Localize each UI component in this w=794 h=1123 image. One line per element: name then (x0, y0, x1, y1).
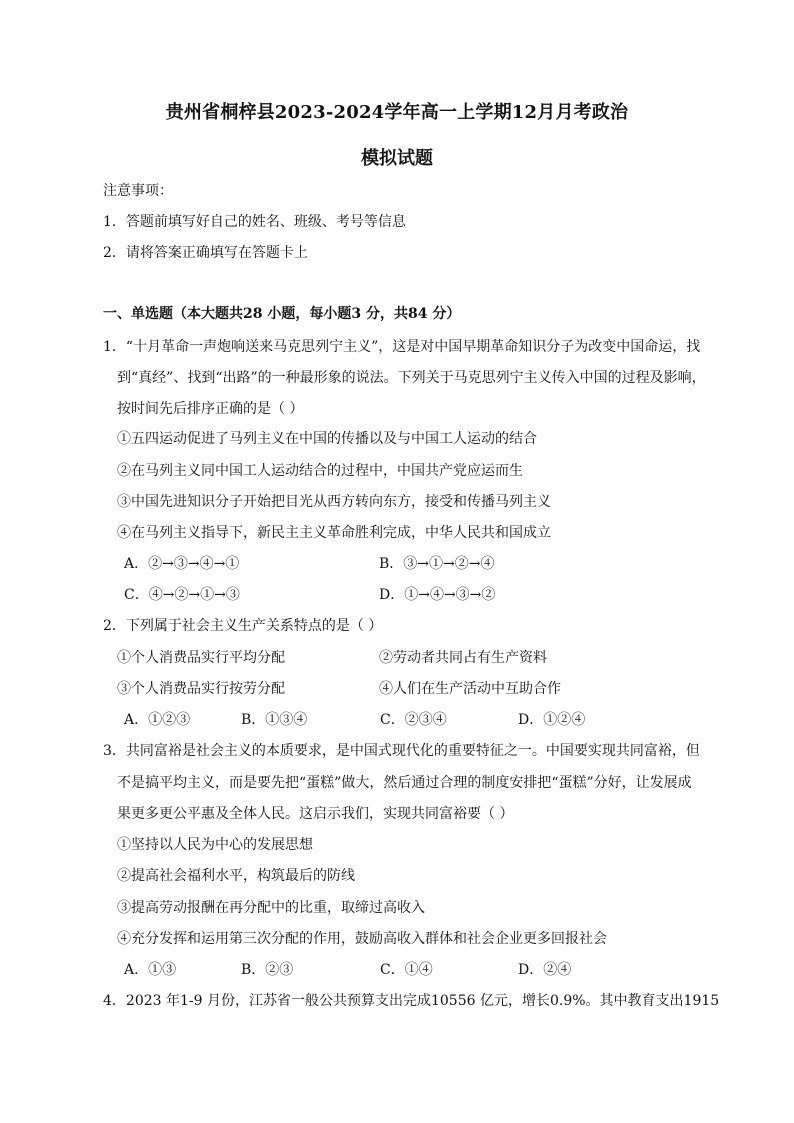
question-2-option-a[interactable]: A．①②③ (124, 712, 191, 728)
question-1-stem: 到“真经”、找到“出路”的一种最形象的说法。下列关于马克思列宁主义传入中国的过程及影响， (117, 370, 706, 386)
question-3-statement: ①坚持以人民为中心的发展思想 (117, 837, 313, 853)
question-3-option-b[interactable]: B．②③ (241, 962, 294, 978)
question-1-statement: ①五四运动促进了马列主义在中国的传播以及与中国工人运动的结合 (117, 431, 537, 447)
question-2-statement: ①个人消费品实行平均分配 (117, 650, 285, 666)
question-3-stem: 3．共同富裕是社会主义的本质要求，是中国式现代化的重要特征之一。中国要实现共同富裕，但 (103, 743, 700, 759)
question-3-stem: 不是搞平均主义，而是要先把“蛋糕”做大，然后通过合理的制度安排把“蛋糕”分好，让发展成 (117, 775, 692, 791)
question-2-statement: ④人们在生产活动中互助合作 (379, 681, 561, 697)
question-3-statement: ④充分发挥和运用第三次分配的作用，鼓励高收入群体和社会企业更多回报社会 (117, 931, 607, 947)
question-1-stem: 按时间先后排序正确的是（ ） (117, 401, 304, 417)
section-heading: 一、单选题（本大题共28 小题，每小题3 分，共84 分） (103, 306, 461, 322)
question-2-option-c[interactable]: C．②③④ (380, 712, 447, 728)
question-1-statement: ④在马列主义指导下，新民主主义革命胜利完成，中华人民共和国成立 (117, 525, 551, 541)
question-1-option-d[interactable]: D．①→④→③→② (379, 587, 496, 603)
question-2-statement: ③个人消费品实行按劳分配 (117, 681, 285, 697)
question-2-statement: ②劳动者共同占有生产资料 (379, 650, 547, 666)
notice-item: 2．请将答案正确填写在答题卡上 (103, 245, 308, 261)
question-1-option-a[interactable]: A．②→③→④→① (124, 556, 240, 572)
question-3-option-a[interactable]: A．①③ (124, 962, 177, 978)
question-1-stem: 1．“十月革命一声炮响送来马克思列宁主义”，这是对中国早期革命知识分子为改变中国命运，找 (103, 339, 701, 355)
question-3-statement: ②提高社会福利水平，构筑最后的防线 (117, 868, 355, 884)
question-3-statement: ③提高劳动报酬在再分配中的比重，取缔过高收入 (117, 900, 425, 916)
page-title: 贵州省桐梓县2023-2024学年高一上学期12月月考政治 (165, 102, 629, 123)
page-subtitle: 模拟试题 (361, 148, 433, 169)
question-2-option-b[interactable]: B．①③④ (241, 712, 308, 728)
question-1-statement: ②在马列主义同中国工人运动结合的过程中，中国共产党应运而生 (117, 463, 523, 479)
question-1-statement: ③中国先进知识分子开始把目光从西方转向东方，接受和传播马列主义 (117, 494, 551, 510)
notice-heading: 注意事项： (103, 183, 173, 199)
question-2-stem: 2．下列属于社会主义生产关系特点的是（ ） (103, 618, 383, 634)
question-1-option-c[interactable]: C．④→②→①→③ (124, 587, 240, 603)
question-4-stem: 4．2023 年1-9 月份，江苏省一般公共预算支出完成10556 亿元，增长0.9%。其中教育支出1915 (103, 993, 720, 1009)
notice-item: 1．答题前填写好自己的姓名、班级、考号等信息 (103, 214, 406, 230)
question-3-option-c[interactable]: C．①④ (380, 962, 433, 978)
question-1-option-b[interactable]: B．③→①→②→④ (379, 556, 495, 572)
question-2-option-d[interactable]: D．①②④ (518, 712, 586, 728)
question-3-stem: 果更多更公平惠及全体人民。这启示我们，实现共同富裕要（ ） (117, 806, 514, 822)
question-3-option-d[interactable]: D．②④ (518, 962, 572, 978)
